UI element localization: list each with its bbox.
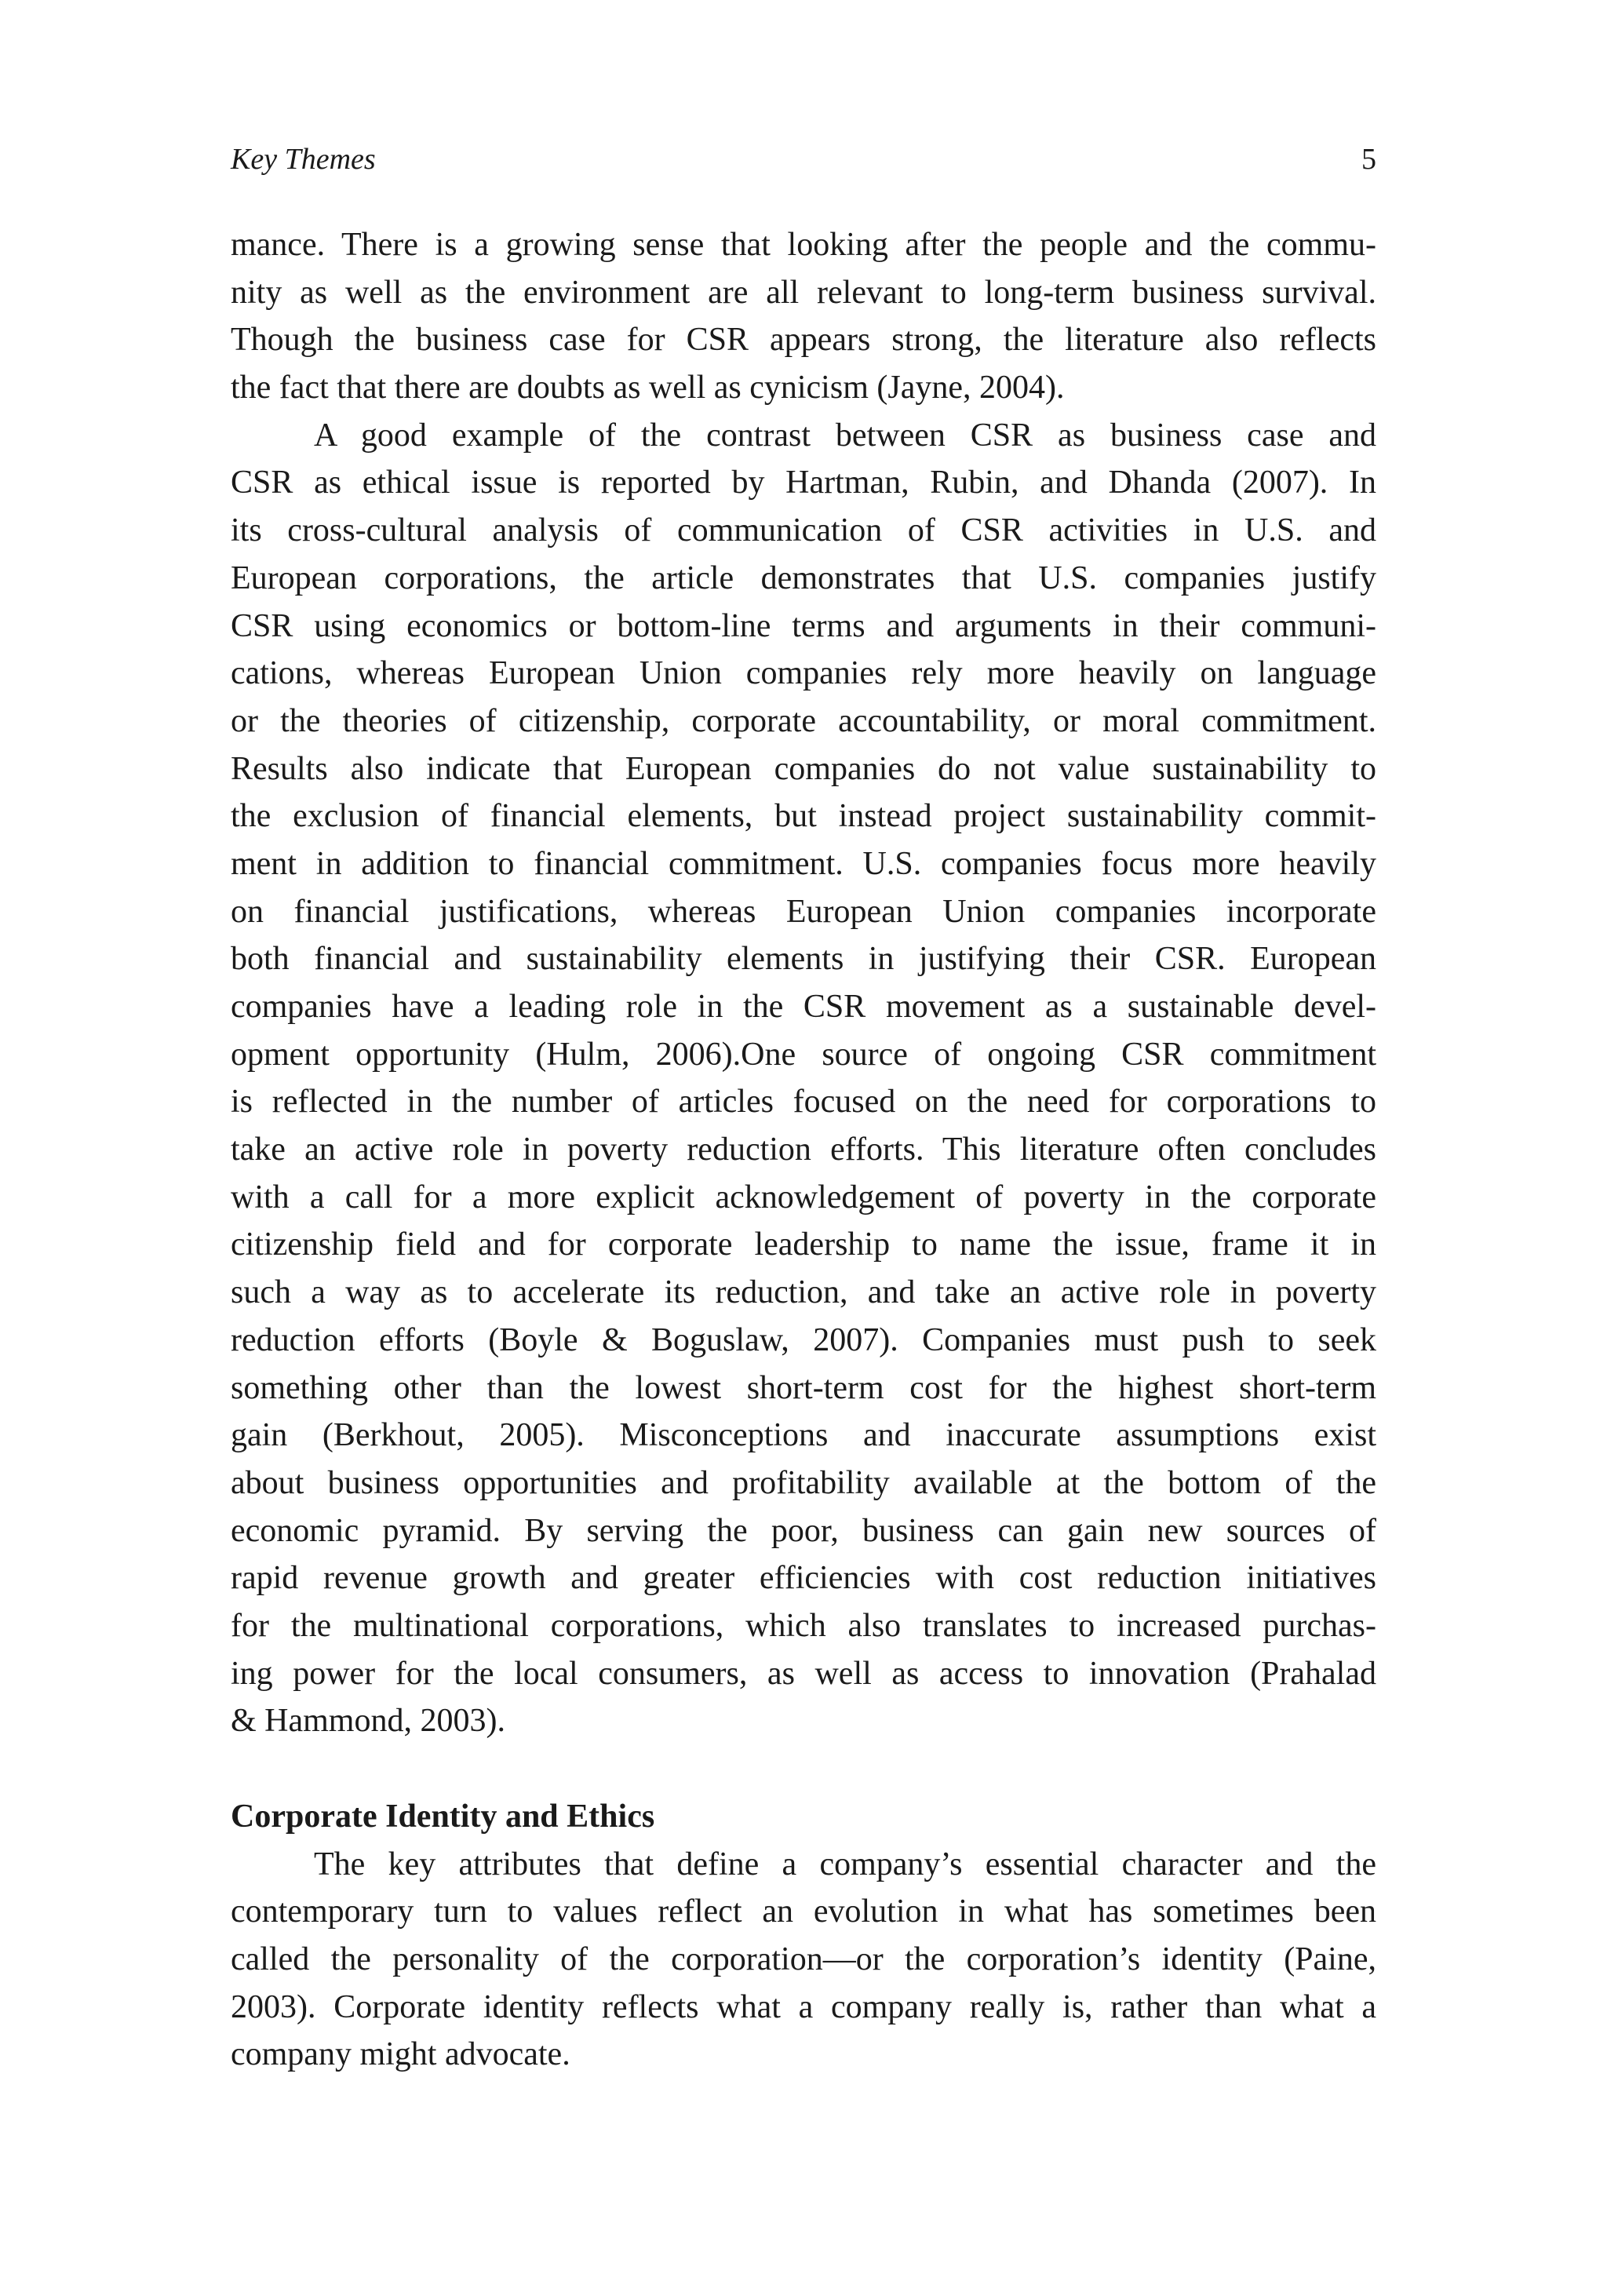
text-line: such a way as to accelerate its reduction, and take an active role in poverty <box>231 1274 1376 1311</box>
text-line: Though the business case for CSR appears strong, the literature also reflects <box>231 322 1376 359</box>
running-title: Key Themes <box>231 143 376 176</box>
text-line: reduction efforts (Boyle & Boguslaw, 2007). Companies must push to seek <box>231 1321 1376 1358</box>
text-line: citizenship field and for corporate leadership to name the issue, frame it in <box>231 1226 1376 1263</box>
text-line: ment in addition to financial commitment. U.S. companies focus more heavily <box>231 845 1376 882</box>
text-line: on financial justifications, whereas European Union companies incorporate <box>231 893 1376 930</box>
text-line: something other than the lowest short-term cost for the highest short-term <box>231 1369 1376 1406</box>
text-line: companies have a leading role in the CSR movement as a sustainable devel- <box>231 989 1376 1025</box>
text-line: economic pyramid. By serving the poor, business can gain new sources of <box>231 1512 1376 1549</box>
text-line: nity as well as the environment are all relevant to long-term business survival. <box>231 274 1376 311</box>
text-line: rapid revenue growth and greater efficiencies with cost reduction initiatives <box>231 1560 1376 1597</box>
page-number: 5 <box>1361 143 1376 176</box>
text-line: with a call for a more explicit acknowledgement of poverty in the corporate <box>231 1179 1376 1215</box>
text-line: & Hammond, 2003). <box>231 1703 505 1740</box>
text-line: 2003). Corporate identity reflects what a company really is, rather than what a <box>231 1988 1376 2025</box>
text-line: Results also indicate that European companies do not value sustainability to <box>231 750 1376 787</box>
text-line: mance. There is a growing sense that looking after the people and the commu- <box>231 227 1376 263</box>
text-line: for the multinational corporations, which also translates to increased purchas- <box>231 1607 1376 1644</box>
text-line: cations, whereas European Union companies rely more heavily on language <box>231 655 1376 692</box>
text-line: European corporations, the article demonstrates that U.S. companies justify <box>231 559 1376 596</box>
text-line: its cross-cultural analysis of communication of CSR activities in U.S. and <box>231 512 1376 549</box>
text-line: or the theories of citizenship, corporate accountability, or moral commitment. <box>231 702 1376 739</box>
text-line: contemporary turn to values reflect an evolution in what has sometimes been <box>231 1893 1376 1930</box>
text-line: A good example of the contrast between CSR as business case and <box>314 417 1376 454</box>
paragraph-continued <box>231 221 1376 412</box>
text-line: take an active role in poverty reduction efforts. This literature often concludes <box>231 1132 1376 1168</box>
text-line: CSR as ethical issue is reported by Hartman, Rubin, and Dhanda (2007). In <box>231 465 1376 501</box>
text-line: gain (Berkhout, 2005). Misconceptions and inaccurate assumptions exist <box>231 1417 1376 1454</box>
text-line: both financial and sustainability elements in justifying their CSR. European <box>231 941 1376 978</box>
text-line: The key attributes that define a company’s essential character and the <box>314 1846 1376 1882</box>
section-spacer <box>231 1745 1376 1793</box>
text-line: the exclusion of financial elements, but instead project sustainability commit- <box>231 798 1376 835</box>
text-line: called the personality of the corporation—or the corporation’s identity (Paine, <box>231 1941 1376 1978</box>
text-line: opment opportunity (Hulm, 2006).One source of ongoing CSR commitment <box>231 1036 1376 1073</box>
text-line: ing power for the local consumers, as well as access to innovation (Prahalad <box>231 1655 1376 1692</box>
text-line: CSR using economics or bottom-line terms and arguments in their communi- <box>231 607 1376 644</box>
text-line: about business opportunities and profitability available at the bottom of the <box>231 1464 1376 1501</box>
body-text <box>231 221 1376 2079</box>
text-line: the fact that there are doubts as well as cynicism (Jayne, 2004). <box>231 370 1065 406</box>
paragraph-csr-contrast <box>231 412 1376 1745</box>
text-line: is reflected in the number of articles focused on the need for corporations to <box>231 1084 1376 1121</box>
section-corporate-identity <box>231 1793 1376 2079</box>
section-heading: Corporate Identity and Ethics <box>231 1799 655 1835</box>
text-line: company might advocate. <box>231 2036 570 2073</box>
running-head <box>231 140 1376 179</box>
